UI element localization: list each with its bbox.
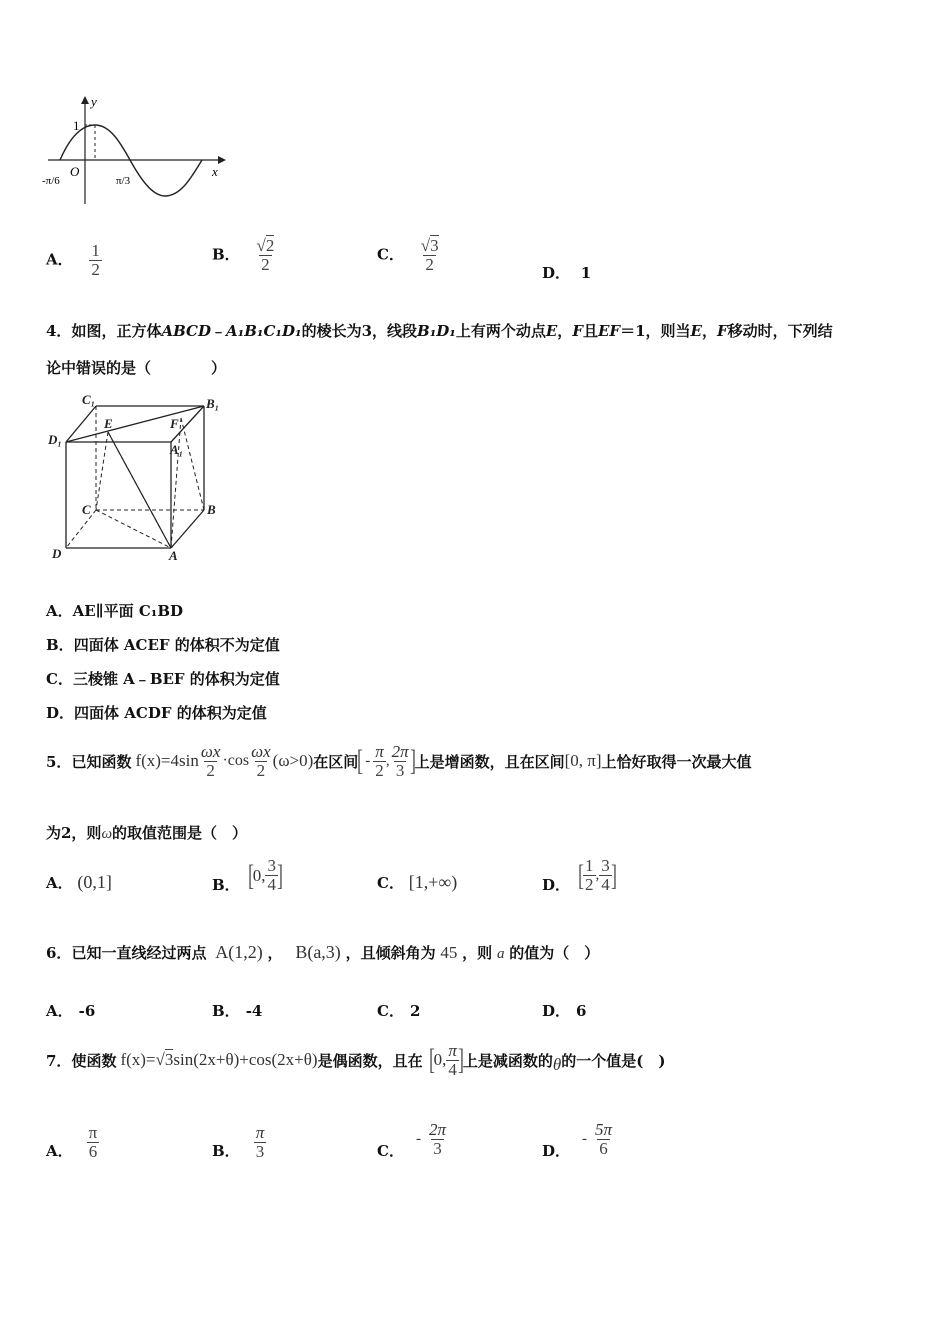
- label-d: D: [52, 546, 62, 561]
- x-tick-right-label: π/3: [116, 175, 131, 187]
- q4-option-b[interactable]: B．四面体 ACEF 的体积不为定值: [46, 636, 280, 654]
- q3-option-a[interactable]: A． $\frac{1}{2}$: [46, 241, 100, 279]
- q6-option-b[interactable]: B． -4: [212, 1002, 263, 1020]
- label-e: E: [104, 416, 113, 431]
- label-c: C: [82, 502, 91, 517]
- q4-option-d[interactable]: D．四面体 ACDF 的体积为定值: [46, 704, 267, 722]
- fraction: $\frac{√3}{2}$: [420, 236, 439, 274]
- q5-stem-line1: 5． 已知函数 f(x)=4sin $\frac{\omega x}{2}$ ·cos $\frac{\omega x}{2}$ (ω>0) 在区间 [ - $\frac{\pi}{2}$ , $\frac{2\pi}{3}$ ] 上是增函数，且在区间 [0, π] 上恰好取得一次最大值: [46, 741, 752, 780]
- q3-option-d[interactable]: D． 1: [542, 264, 592, 282]
- y-tick-label: 1: [73, 118, 80, 133]
- cube-figure: [46, 390, 226, 565]
- q7-option-a[interactable]: A． $\frac{\pi}{6}$: [46, 1123, 98, 1161]
- label-b: B: [207, 502, 216, 517]
- x-axis-arrow: [218, 156, 226, 164]
- function-expr: f(x)=4sin: [135, 751, 199, 770]
- q4-stem-line1: 4．如图，正方体ABCD﹣A₁B₁C₁D₁的棱长为3，线段B₁D₁上有两个动点E，F且EF＝1，则当E，F移动时，下列结: [46, 322, 833, 340]
- q4-option-a[interactable]: A．AE∥平面 C₁BD: [46, 602, 184, 620]
- q7-option-b[interactable]: B． $\frac{\pi}{3}$: [212, 1123, 265, 1161]
- label-a1: A₁: [170, 442, 184, 457]
- label-c1: C₁: [82, 392, 96, 407]
- fraction: $\frac{√2}{2}$: [256, 236, 275, 274]
- x-axis-label: x: [212, 164, 218, 179]
- label-f: F: [170, 416, 179, 431]
- q3-option-c[interactable]: C． $\frac{√3}{2}$: [377, 236, 439, 274]
- q7-option-c[interactable]: C． - $\frac{2\pi}{3}$: [377, 1120, 446, 1160]
- label-d1: D₁: [48, 432, 62, 447]
- x-tick-left-label: -π/6: [42, 175, 60, 187]
- q7-option-d[interactable]: D． - $\frac{5\pi}{6}$: [542, 1120, 613, 1160]
- y-axis-label: y: [91, 94, 97, 109]
- label-b1: B₁: [206, 396, 220, 411]
- label-a: A: [169, 548, 178, 563]
- q3-option-b[interactable]: B． $\frac{√2}{2}$: [212, 236, 275, 274]
- q5-option-c[interactable]: C． [1,+∞): [377, 872, 458, 892]
- origin-label: O: [70, 164, 80, 179]
- q6-option-a[interactable]: A． -6: [46, 1002, 96, 1020]
- q5-option-b[interactable]: B． [ 0, $\frac{3}{4}$ ]: [212, 856, 283, 894]
- q7-stem: 7． 使函数 f(x)= √3 sin(2x+θ)+cos(2x+θ) 是偶函数，且在 [ 0, $\frac{\pi}{4}$ ] 上是减函数的 θ 的一个值是( ): [46, 1040, 666, 1079]
- q4-stem-line2: 论中错误的是（ ）: [46, 359, 227, 377]
- q6-option-c[interactable]: C． 2: [377, 1002, 421, 1020]
- y-axis-arrow: [81, 96, 89, 104]
- q6-option-d[interactable]: D． 6: [542, 1002, 587, 1020]
- q5-stem-line2: 为2，则ω的取值范围是（ ）: [46, 824, 248, 842]
- q4-option-c[interactable]: C．三棱锥 A﹣BEF 的体积为定值: [46, 670, 280, 688]
- sine-graph-figure: [40, 92, 230, 207]
- q6-stem: 6．已知一直线经过两点 A(1,2) ， B(a,3) ，且倾斜角为 45 ，则 a 的值为（ ）: [46, 942, 600, 962]
- q5-option-a[interactable]: A． (0,1]: [46, 872, 112, 892]
- fraction: $\frac{1}{2}$: [91, 241, 100, 279]
- q5-option-d[interactable]: D． [ $\frac{1}{2}$ , $\frac{3}{4}$ ]: [542, 856, 617, 894]
